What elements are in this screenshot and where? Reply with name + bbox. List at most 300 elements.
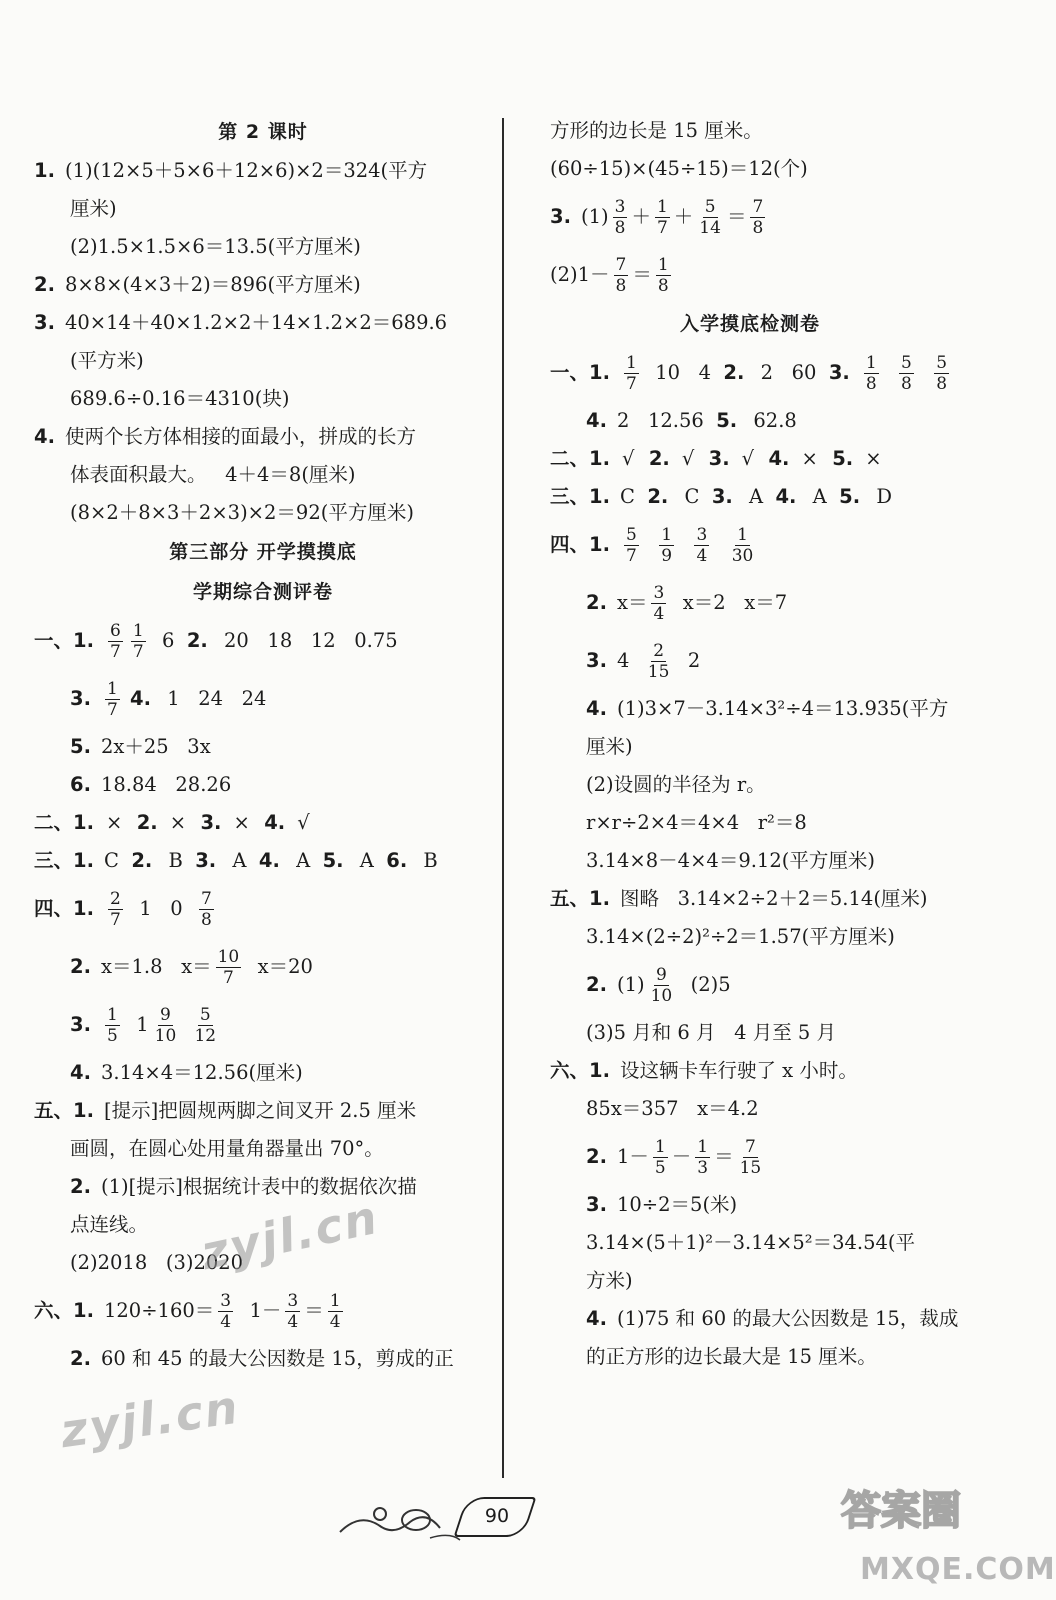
answer-text: 3.14×(2÷2)²÷2＝1.57(平方厘米): [586, 925, 895, 948]
answer-text: 120÷160＝: [103, 1299, 215, 1322]
fraction-denominator: 7: [625, 373, 637, 394]
answer-line: [550, 1338, 950, 1376]
fraction-numerator: 1: [737, 524, 748, 545]
answer-text: (2)设圆的半径为 r。: [586, 773, 766, 796]
answer-text: B: [417, 849, 438, 872]
answer-line: [550, 188, 950, 246]
question-number: 三、1.: [34, 849, 94, 872]
fraction: [695, 1137, 710, 1178]
fraction: [750, 197, 765, 238]
answer-text: [918, 354, 930, 392]
fraction-numerator: 2: [653, 640, 665, 661]
fraction: [153, 1005, 179, 1046]
fraction-numerator: 7: [615, 254, 627, 275]
fraction: [655, 197, 670, 238]
answer-text: ＝: [714, 1145, 734, 1168]
answer-text: 3.14×8－4×4＝9.12(平方厘米): [586, 849, 875, 872]
sub-question-number: 2.: [647, 485, 669, 508]
answer-text: A: [226, 849, 259, 872]
watermark-site-repeat: zyjl.cn: [57, 1379, 243, 1459]
answer-text: 2x＋25 3x: [100, 735, 211, 758]
section-heading: 学期综合测评卷: [192, 581, 333, 603]
answer-text: 4: [616, 649, 642, 672]
answer-line: [550, 766, 950, 804]
sub-question-number: 4.: [775, 485, 797, 508]
question-number: 3.: [70, 687, 91, 710]
fraction-denominator: 8: [615, 275, 627, 296]
fraction-numerator: 1: [656, 196, 668, 217]
answer-text: 10 4: [642, 361, 724, 384]
sub-question-number: 4.: [258, 849, 280, 872]
answer-text: [713, 526, 725, 564]
svg-text:答案圈: 答案圈: [841, 1488, 961, 1534]
answer-text: 1 0: [126, 897, 196, 920]
answer-text: (2)1.5×1.5×6＝13.5(平方厘米): [70, 235, 361, 258]
answer-text: 点连线。: [70, 1213, 149, 1236]
question-number: 2.: [586, 591, 607, 614]
answer-line: [34, 152, 492, 190]
answer-text: 62.8: [747, 409, 797, 432]
question-number: 3.: [550, 205, 571, 228]
answer-line: [550, 1090, 950, 1128]
answer-text: －: [671, 1145, 692, 1168]
answer-text: 方形的边长是 15 厘米。: [550, 119, 763, 142]
fraction-denominator: 7: [106, 699, 118, 720]
answer-text: [636, 440, 648, 478]
fraction-numerator: 1: [625, 352, 637, 373]
judgement-mark: √: [681, 447, 695, 470]
sub-question-number: 6.: [386, 849, 408, 872]
question-number: 5.: [70, 735, 91, 758]
answer-text: 3.14×4＝12.56(厘米): [100, 1061, 303, 1084]
fraction: [864, 353, 879, 394]
question-number: 4.: [34, 425, 55, 448]
answer-text: [820, 440, 832, 478]
fraction: [649, 965, 675, 1006]
answer-text: [678, 526, 690, 564]
answer-line: [34, 418, 492, 456]
answer-text: 2 12.56: [616, 409, 717, 432]
fraction-numerator: 5: [199, 1004, 211, 1025]
fraction: [108, 621, 123, 662]
answer-text: 1: [123, 1013, 149, 1036]
sub-question-number: 5.: [839, 485, 861, 508]
watermark-logo: [826, 1478, 976, 1544]
answer-text: x＝1.8 x＝: [100, 955, 212, 978]
fraction-denominator: 4: [696, 545, 708, 566]
fraction-numerator: 1: [106, 1004, 118, 1025]
answer-text: ＋: [631, 205, 651, 228]
answer-text: 体表面积最大。 4＋4＝8(厘米): [70, 463, 356, 486]
fraction: [934, 353, 949, 394]
answer-line: [34, 612, 492, 670]
answer-text: [643, 526, 655, 564]
answer-line: [34, 1130, 492, 1168]
question-number: 1.: [34, 159, 55, 182]
answer-text: [124, 804, 136, 842]
answer-text: ＝: [632, 263, 652, 286]
fraction: [131, 621, 146, 662]
sub-question-number: 2.: [186, 629, 208, 652]
fraction-numerator: 1: [654, 1136, 666, 1157]
answer-text: [252, 804, 264, 842]
answer-line: [34, 304, 492, 342]
fraction-denominator: 7: [109, 909, 121, 930]
judgement-mark: ×: [105, 811, 123, 834]
judgement-mark: ×: [233, 811, 250, 834]
answer-line: [34, 342, 492, 380]
answer-line: [550, 728, 950, 766]
question-number: 3.: [586, 649, 607, 672]
answer-text: (8×2＋8×3＋2×3)×2＝92(平方厘米): [70, 501, 414, 524]
answer-line: [550, 880, 950, 918]
answer-text: [696, 440, 708, 478]
fraction-denominator: 4: [287, 1311, 299, 1332]
answer-text: (2)2018 (3)2020: [70, 1251, 244, 1274]
fraction-denominator: 15: [739, 1157, 762, 1178]
answer-text: B: [162, 849, 196, 872]
fraction-numerator: 7: [745, 1136, 756, 1157]
fraction: [614, 255, 629, 296]
fraction-denominator: 10: [154, 1025, 177, 1046]
fraction: [192, 1005, 218, 1046]
fraction-denominator: 5: [106, 1025, 118, 1046]
answer-text: [182, 1006, 188, 1044]
answer-text: r×r÷2×4＝4×4 r²＝8: [586, 811, 807, 834]
section-heading: 入学摸底检测卷: [679, 313, 820, 335]
question-number: 3.: [586, 1193, 607, 1216]
fraction-denominator: 8: [657, 275, 669, 296]
answer-line: [550, 402, 950, 440]
answer-text: (2)5: [678, 973, 731, 996]
question-number: 五、1.: [34, 1099, 94, 1122]
answer-line: [34, 1282, 492, 1340]
fraction-numerator: 6: [109, 620, 121, 641]
question-number: 2.: [70, 955, 91, 978]
answer-line: [550, 1300, 959, 1338]
fraction: [738, 1137, 764, 1178]
answer-text: 40×14＋40×1.2×2＋14×1.2×2＝689.6: [64, 311, 448, 334]
answer-line: [34, 494, 492, 532]
fraction-numerator: 3: [653, 582, 665, 603]
fraction-numerator: 1: [132, 620, 144, 641]
answer-text: ＋: [673, 205, 694, 228]
answer-text: A: [742, 485, 776, 508]
answer-text: 3.14×(5＋1)²－3.14×5²＝34.54(平: [586, 1231, 916, 1254]
answer-line: [550, 1128, 950, 1186]
fraction-denominator: 9: [661, 545, 673, 566]
judgement-mark: √: [621, 447, 635, 470]
answer-text: (60÷15)×(45÷15)＝12(个): [550, 157, 808, 180]
answer-text: 使两个长方体相接的面最小，拼成的长方: [64, 425, 416, 448]
question-number: 6.: [70, 773, 91, 796]
question-number: 4.: [586, 1307, 607, 1330]
judgement-mark: ×: [801, 447, 818, 470]
answer-line: [34, 996, 492, 1054]
fraction-numerator: 9: [656, 964, 667, 985]
fraction-numerator: 1: [865, 352, 877, 373]
fraction: [108, 889, 123, 930]
fraction-numerator: 5: [936, 352, 948, 373]
sub-question-number: 4.: [130, 687, 151, 710]
answer-text: 18.84 28.26: [100, 773, 232, 796]
fraction-denominator: 14: [699, 217, 721, 238]
column-divider: [502, 118, 504, 1478]
answer-line: [34, 1092, 492, 1130]
answer-line: [550, 1224, 950, 1262]
answer-text: ＝: [304, 1299, 324, 1322]
answer-text: x＝: [616, 591, 648, 614]
fraction-numerator: 1: [106, 678, 118, 699]
question-number: 一、1.: [34, 629, 94, 652]
answer-text: ＝: [726, 205, 747, 228]
fraction-numerator: 3: [287, 1290, 299, 1311]
answer-line: [550, 956, 950, 1014]
sub-question-number: 4.: [264, 811, 286, 834]
answer-line: [34, 670, 492, 728]
answer-text: (3)5 月和 6 月 4 月至 5 月: [586, 1021, 837, 1044]
answer-text: A: [806, 485, 840, 508]
answer-line: [550, 804, 950, 842]
page-number: 90: [484, 1505, 510, 1527]
judgement-mark: ×: [865, 447, 882, 470]
question-number: 一、1.: [550, 361, 610, 384]
answer-text: (2)1－: [550, 263, 610, 286]
question-number: 二、1.: [550, 447, 610, 470]
question-number: 六、1.: [550, 1059, 610, 1082]
answer-text: C: [619, 485, 648, 508]
answer-line: [34, 842, 492, 880]
answer-text: [883, 354, 895, 392]
sub-question-number: 3.: [708, 447, 730, 470]
question-number: 2.: [586, 1145, 607, 1168]
answer-line: [550, 344, 950, 402]
fraction-denominator: 8: [201, 909, 212, 930]
fraction: [659, 525, 674, 566]
question-number: 4.: [70, 1061, 91, 1084]
fraction-denominator: 15: [647, 661, 670, 682]
answer-text: 6: [149, 629, 187, 652]
judgement-mark: √: [741, 447, 755, 470]
fraction-numerator: 9: [160, 1004, 171, 1025]
question-number: 四、1.: [34, 897, 94, 920]
sub-question-number: 2.: [723, 361, 745, 384]
question-number: 二、1.: [34, 811, 94, 834]
sub-question-number: 2.: [131, 849, 153, 872]
question-number: 4.: [586, 697, 607, 720]
answer-line: [34, 1054, 492, 1092]
fraction-numerator: 5: [704, 196, 716, 217]
fraction: [105, 679, 120, 720]
answer-line: [550, 1052, 950, 1090]
answer-text: C: [103, 849, 132, 872]
answer-line: [34, 1340, 492, 1378]
answer-line: [550, 632, 950, 690]
question-number: 4.: [586, 409, 607, 432]
fraction-numerator: 5: [625, 524, 637, 545]
fraction-numerator: 10: [217, 946, 240, 967]
answer-line: [550, 440, 950, 478]
fraction-denominator: 7: [656, 217, 668, 238]
answer-text: 1－: [616, 1145, 649, 1168]
sub-question-number: 4.: [768, 447, 790, 470]
answer-line: [550, 1186, 950, 1224]
fraction: [624, 525, 639, 566]
answer-line: [34, 880, 492, 938]
fraction-denominator: 10: [650, 985, 673, 1006]
fraction-denominator: 7: [109, 641, 121, 662]
judgement-mark: √: [297, 811, 310, 834]
fraction-numerator: 1: [329, 1290, 341, 1311]
sub-question-number: 3.: [200, 811, 222, 834]
answer-line: [550, 246, 950, 304]
fraction-denominator: 8: [865, 373, 877, 394]
answer-text: A: [289, 849, 323, 872]
answer-text: 2 60: [754, 361, 829, 384]
answer-text: 1 24 24: [161, 687, 267, 710]
answer-text: [756, 440, 768, 478]
fraction: [105, 1005, 120, 1046]
fraction-denominator: 7: [625, 545, 637, 566]
answer-text: 画圆，在圆心处用量角器量出 70°。: [70, 1137, 384, 1160]
fraction: [216, 947, 242, 988]
answer-line: [34, 456, 492, 494]
answer-text: (平方米): [70, 349, 144, 372]
section-heading: 第 2 课时: [218, 121, 308, 143]
answer-line: [550, 478, 950, 516]
answer-text: x＝2 x＝7: [670, 591, 788, 614]
section-heading: 第三部分 开学摸摸底: [169, 541, 357, 563]
watermark-site-mxqe: MXQE.COM: [860, 1552, 1056, 1587]
sub-question-number: 3.: [195, 849, 217, 872]
fraction: [646, 641, 672, 682]
fraction-denominator: 7: [132, 641, 144, 662]
answer-text: 60 和 45 的最大公因数是 15，剪成的正: [100, 1347, 454, 1370]
answer-text: 的正方形的边长最大是 15 厘米。: [586, 1345, 877, 1368]
answer-line: [550, 690, 950, 728]
answer-text: (1): [580, 205, 609, 228]
answer-text: [提示]把圆规两脚之间叉开 2.5 厘米: [103, 1099, 417, 1122]
answer-line: [34, 804, 492, 842]
answer-text: 689.6÷0.16＝4310(块): [70, 387, 290, 410]
sub-question-number: 5.: [322, 849, 344, 872]
answer-line: [550, 516, 950, 574]
answer-line: [550, 112, 950, 150]
answer-text: (1)75 和 60 的最大公因数是 15，裁成: [616, 1307, 959, 1330]
answer-line: [550, 842, 950, 880]
answer-text: (1)3×7－3.14×3²÷4＝13.935(平方: [616, 697, 949, 720]
answer-line: [34, 938, 492, 996]
answer-text: 1－: [237, 1299, 282, 1322]
right-answer-column: [550, 112, 959, 1376]
answer-line: [550, 1262, 950, 1300]
sub-question-number: 3.: [711, 485, 733, 508]
fraction-denominator: 7: [223, 967, 234, 988]
fraction: [730, 525, 756, 566]
question-number: 五、1.: [550, 887, 610, 910]
answer-line: [550, 1014, 950, 1052]
fraction-denominator: 8: [936, 373, 948, 394]
question-number: 2.: [70, 1347, 91, 1370]
sub-question-number: 2.: [648, 447, 670, 470]
fraction: [199, 889, 214, 930]
fraction-numerator: 3: [220, 1290, 232, 1311]
answer-text: x＝20: [245, 955, 313, 978]
fraction: [697, 197, 723, 238]
sub-question-number: 2.: [136, 811, 158, 834]
fraction-numerator: 7: [752, 196, 764, 217]
answer-text: 厘米): [70, 197, 117, 220]
question-number: 2.: [70, 1175, 91, 1198]
fraction-denominator: 5: [654, 1157, 666, 1178]
fraction-numerator: 7: [201, 888, 212, 909]
fraction-denominator: 12: [194, 1025, 217, 1046]
fraction: [899, 353, 914, 394]
answer-line: [34, 1168, 492, 1206]
fraction: [285, 1291, 300, 1332]
answer-text: 85x＝357 x＝4.2: [586, 1097, 759, 1120]
fraction: [624, 353, 639, 394]
answer-text: 方米): [586, 1269, 633, 1292]
fraction-denominator: 8: [752, 217, 764, 238]
fraction-numerator: 1: [697, 1136, 709, 1157]
watermark-site: zyjl.cn: [196, 1189, 384, 1281]
answer-text: (1)(12×5＋5×6＋12×6)×2＝324(平方: [64, 159, 428, 182]
fraction-denominator: 30: [731, 545, 754, 566]
question-number: 3.: [34, 311, 55, 334]
judgement-mark: ×: [169, 811, 187, 834]
fraction-denominator: 4: [653, 603, 665, 624]
answer-line: [34, 228, 492, 266]
sub-question-number: 5.: [716, 409, 738, 432]
fraction-denominator: 4: [220, 1311, 232, 1332]
fraction-numerator: 3: [614, 196, 626, 217]
answer-text: A: [353, 849, 387, 872]
fraction-numerator: 1: [657, 254, 669, 275]
question-number: 四、1.: [550, 533, 610, 556]
fraction-numerator: 1: [661, 524, 673, 545]
fraction-numerator: 3: [696, 524, 708, 545]
answer-text: (1): [616, 973, 645, 996]
fraction: [613, 197, 628, 238]
answer-line: [550, 574, 950, 632]
answer-text: 图略 3.14×2÷2＋2＝5.14(厘米): [619, 887, 928, 910]
fraction-denominator: 8: [614, 217, 626, 238]
fraction-denominator: 4: [329, 1311, 341, 1332]
sub-question-number: 5.: [832, 447, 854, 470]
answer-text: D: [870, 485, 892, 508]
answer-line: [34, 380, 492, 418]
fraction: [653, 1137, 668, 1178]
fraction: [694, 525, 709, 566]
fraction-numerator: 2: [109, 888, 121, 909]
sub-question-number: 3.: [828, 361, 850, 384]
fraction-numerator: 5: [901, 352, 912, 373]
answer-text: 20 18 12 0.75: [217, 629, 398, 652]
answer-line: [34, 766, 492, 804]
answer-text: 设这辆卡车行驶了 x 小时。: [619, 1059, 858, 1082]
answer-line: [34, 190, 492, 228]
question-number: 3.: [70, 1013, 91, 1036]
answer-text: 8×8×(4×3＋2)＝896(平方厘米): [64, 273, 361, 296]
question-number: 三、1.: [550, 485, 610, 508]
answer-text: 2: [675, 649, 701, 672]
answer-line: [34, 728, 492, 766]
fraction: [328, 1291, 343, 1332]
question-number: 2.: [34, 273, 55, 296]
question-number: 2.: [586, 973, 607, 996]
fraction: [651, 583, 666, 624]
